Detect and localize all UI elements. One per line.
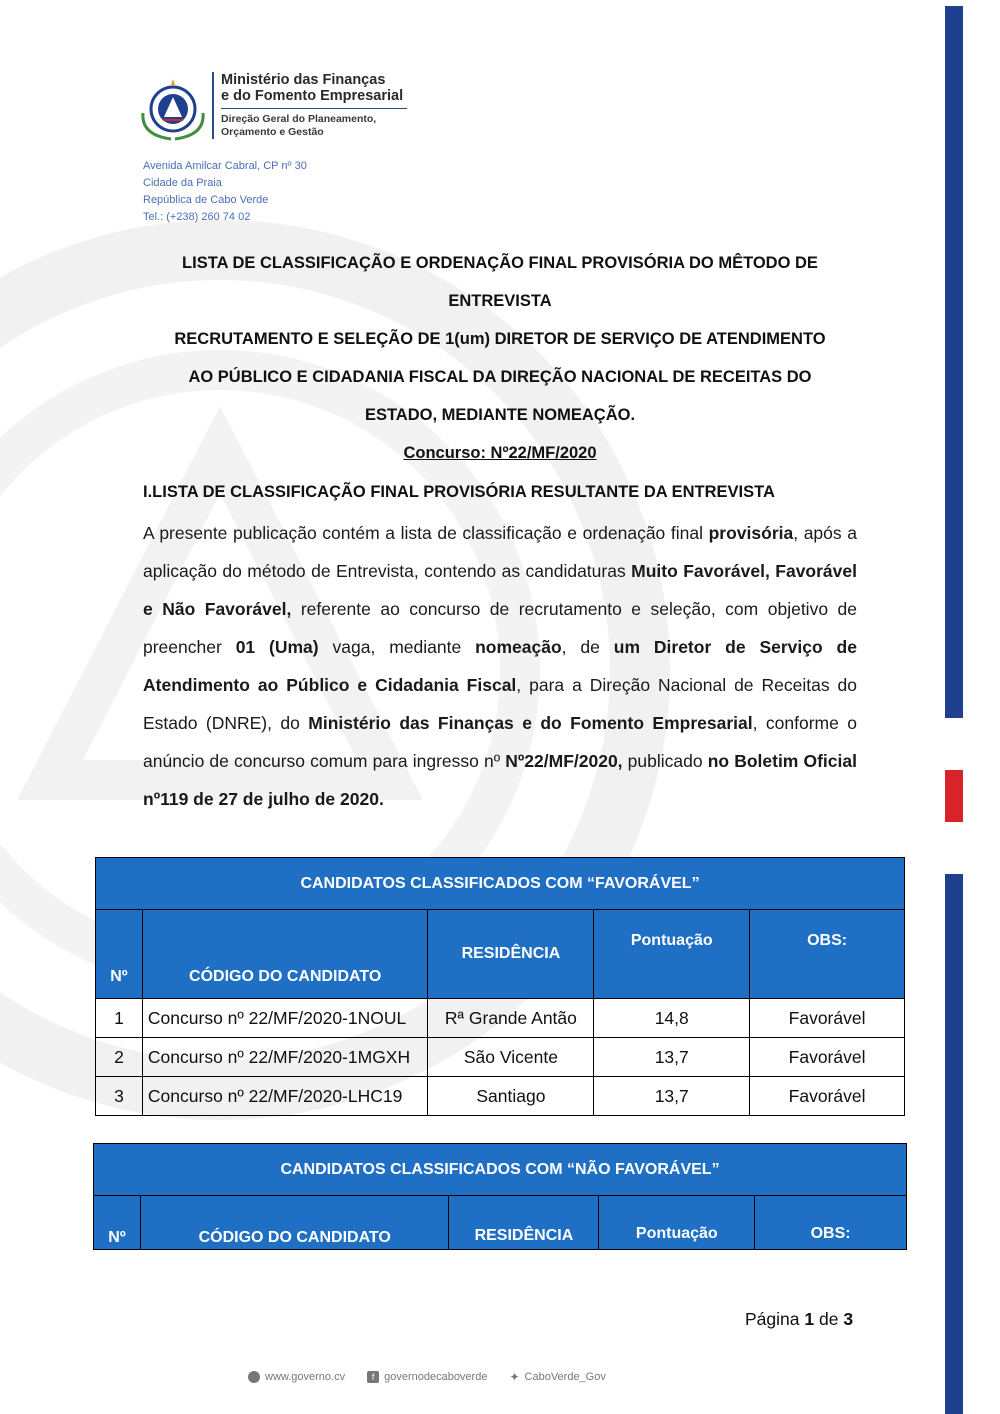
table-caption: CANDIDATOS CLASSIFICADOS COM “NÃO FAVORÁVEL” (94, 1144, 907, 1196)
concurso-number: Concurso: Nº22/MF/2020 (403, 444, 597, 462)
body-text: A presente publicação contém a lista de classificação e ordenação final (143, 523, 709, 543)
page-of: de (818, 1309, 839, 1329)
page-current: 1 (804, 1309, 815, 1329)
col-header-residencia: RESIDÊNCIA (449, 1196, 599, 1250)
page-label: Página (745, 1309, 800, 1329)
body-text: vaga, mediante (318, 637, 476, 657)
table-nao-favoravel (93, 1143, 907, 1250)
ministry-divider (221, 108, 407, 109)
col-header-n: Nº (96, 910, 143, 999)
cell-residencia: Rª Grande Antão (428, 999, 594, 1038)
cell-n: 1 (96, 999, 143, 1038)
footer-links (248, 1370, 606, 1384)
body-text: , de (561, 637, 614, 657)
table-row (96, 999, 905, 1038)
flag-bar-red (945, 770, 963, 822)
body-bold: no Boletim Oficial nº119 de 27 de julho de 2020. (143, 751, 857, 809)
page-total: 3 (843, 1309, 854, 1329)
cell-codigo: Concurso nº 22/MF/2020-1NOUL (142, 999, 428, 1038)
coat-of-arms-logo (133, 73, 213, 143)
body-bold: Muito Favorável, Favorável e Não Favorável, (143, 561, 857, 619)
body-text: , para a Direção Nacional de Receitas do Estado (DNRE), do (143, 675, 857, 733)
col-header-codigo: CÓDIGO DO CANDIDATO (140, 1196, 449, 1250)
table-caption: CANDIDATOS CLASSIFICADOS COM “FAVORÁVEL” (96, 858, 905, 910)
title-line5: ESTADO, MEDIANTE NOMEAÇÃO. (364, 406, 636, 424)
ministry-name-line2: e do Fomento Empresarial (221, 88, 404, 104)
body-bold: 01 (Uma) (235, 637, 319, 657)
cell-codigo: Concurso nº 22/MF/2020-1MGXH (142, 1038, 428, 1077)
cell-obs: Favorável (750, 1077, 905, 1116)
address-line: Cidade da Praia (143, 177, 222, 189)
cell-obs: Favorável (750, 1038, 905, 1077)
body-bold: nomeação (475, 637, 562, 657)
cell-pontuacao: 14,8 (594, 999, 750, 1038)
col-header-obs: OBS: (755, 1196, 907, 1250)
col-header-pontuacao: Pontuação (599, 1196, 755, 1250)
globe-icon (248, 1371, 260, 1383)
body-bold: um Diretor de Serviço de Atendimento ao Público e Cidadania Fiscal (143, 637, 857, 695)
cell-pontuacao: 13,7 (594, 1077, 750, 1116)
cell-pontuacao: 13,7 (594, 1038, 750, 1077)
table-row (96, 1038, 905, 1077)
address-line: Avenida Amilcar Cabral, CP nº 30 (143, 160, 307, 172)
cell-obs: Favorável (750, 999, 905, 1038)
col-header-pontuacao: Pontuação (594, 910, 750, 999)
title-line4: AO PÚBLICO E CIDADANIA FISCAL DA DIREÇÃO NACIONAL DE RECEITAS DO (188, 368, 812, 386)
address-line: Tel.: (+238) 260 74 02 (143, 211, 251, 223)
table-favoravel (95, 857, 905, 1116)
website-link[interactable]: www.governo.cv (265, 1371, 346, 1383)
col-header-codigo: CÓDIGO DO CANDIDATO (142, 910, 428, 999)
body-bold: Nº22/MF/2020, (505, 751, 623, 771)
body-text: referente ao concurso de recrutamento e seleção, com objetivo de preencher (143, 599, 857, 657)
address-line: República de Cabo Verde (143, 194, 269, 206)
facebook-link[interactable]: governodecaboverde (384, 1371, 488, 1383)
flag-bar-blue-top (945, 6, 963, 718)
body-paragraph (143, 514, 857, 818)
cell-codigo: Concurso nº 22/MF/2020-LHC19 (142, 1077, 428, 1116)
twitter-icon: ✦ (509, 1370, 520, 1384)
flag-bar-blue-bottom (945, 874, 963, 1414)
address-block (143, 158, 307, 226)
dept-name-line1: Direção Geral do Planeamento, (221, 113, 377, 125)
col-header-obs: OBS: (750, 910, 905, 999)
cell-residencia: Santiago (428, 1077, 594, 1116)
body-text: , conforme o anúncio de concurso comum para ingresso nº (143, 713, 857, 771)
table-row (96, 1077, 905, 1116)
section-title: I.LISTA DE CLASSIFICAÇÃO FINAL PROVISÓRIA RESULTANTE DA ENTREVISTA (143, 483, 775, 501)
col-header-residencia: RESIDÊNCIA (428, 910, 594, 999)
body-bold: provisória (708, 523, 794, 543)
title-line3: RECRUTAMENTO E SELEÇÃO DE 1(um) DIRETOR DE SERVIÇO DE ATENDIMENTO (174, 330, 826, 348)
body-text: publicado (622, 751, 708, 771)
cell-residencia: São Vicente (428, 1038, 594, 1077)
facebook-icon: f (367, 1371, 379, 1383)
page-number (745, 1309, 853, 1330)
ministry-header (212, 72, 407, 139)
col-header-n: Nº (94, 1196, 141, 1250)
cell-n: 3 (96, 1077, 143, 1116)
title-line1: LISTA DE CLASSIFICAÇÃO E ORDENAÇÃO FINAL PROVISÓRIA DO MÊTODO DE (182, 254, 818, 272)
cell-n: 2 (96, 1038, 143, 1077)
dept-name-line2: Orçamento e Gestão (221, 126, 324, 138)
body-bold: Ministério das Finanças e do Fomento Empresarial (308, 713, 753, 733)
ministry-name-line1: Ministério das Finanças (221, 72, 386, 88)
body-text: , após a aplicação do método de Entrevista, contendo as candidaturas (143, 523, 857, 581)
twitter-link[interactable]: CaboVerde_Gov (524, 1371, 606, 1383)
title-line2: ENTREVISTA (448, 292, 552, 310)
